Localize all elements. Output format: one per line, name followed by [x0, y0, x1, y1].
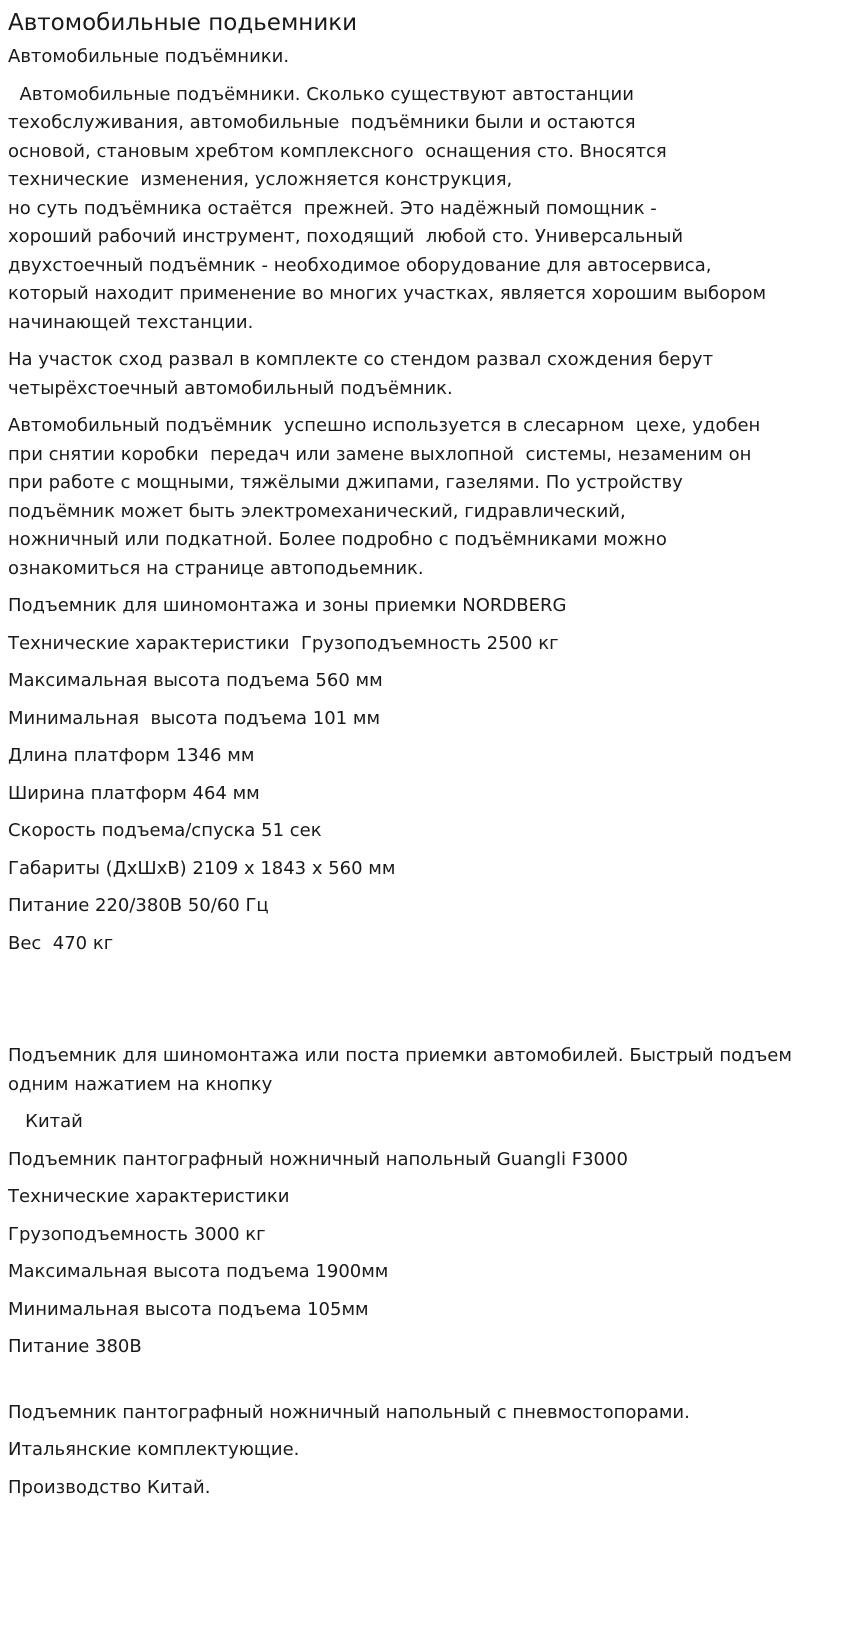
guangli-product-name: Подъемник пантографный ножничный напольный Guangli F3000 — [8, 1148, 628, 1170]
nordberg-spec-weight: Вес 470 кг — [8, 932, 114, 954]
guangli-description: Подъемник пантографный ножничный напольный с пневмостопорами. — [8, 1401, 690, 1423]
guangli-components: Итальянские комплектующие. — [8, 1439, 300, 1460]
nordberg-spec-max-height: Максимальная высота подъема 560 мм — [8, 670, 383, 691]
nordberg-spec-capacity: Технические характеристики Грузоподъемность 2500 кг — [8, 632, 559, 654]
intro-paragraph: Автомобильные подъёмники. Сколько существуют автостанции техобслуживания, автомобильные подъёмники были и остаются основой, становым хребтом комплексного оснащения сто. Вносятся технические изменения, усложняется конструкция, но суть подъёмника остаётся прежней. Это надёжный помощник - хороший рабочий инструмент, походящий любой сто. Универсальный двухстоечный подъёмник - необходимое оборудование для автосервиса, который находит применение во многих участках, является хорошим выбором начинающей техстанции. — [8, 83, 767, 333]
nordberg-spec-power: Питание 220/380В 50/60 Гц — [8, 895, 269, 916]
spacer — [8, 1371, 839, 1399]
usage-paragraph: Автомобильный подъёмник успешно используется в слесарном цехе, удобен при снятии коробки передач или замене выхлопной системы, незаменим он при работе с мощными, тяжёлыми джипами, газелями. По устройству подъёмник может быть электромеханический, гидравлический, ножничный или подкатной. Более подробно с подъёмниками можно ознакомиться на странице автоподьемник. — [8, 415, 761, 579]
page-title: Автомобильные подьемники — [8, 10, 358, 36]
guangli-origin: Производство Китай. — [8, 1476, 211, 1498]
guangli-spec-max-height: Максимальная высота подъема 1900мм — [8, 1261, 389, 1282]
guangli-spec-min-height: Минимальная высота подъема 105мм — [8, 1298, 369, 1320]
nordberg-spec-platform-length: Длина платформ 1346 мм — [8, 745, 255, 766]
guangli-spec-heading: Технические характеристики — [8, 1186, 290, 1207]
spacer — [8, 967, 839, 1042]
nordberg-spec-platform-width: Ширина платформ 464 мм — [8, 782, 260, 804]
nordberg-spec-speed: Скорость подъема/спуска 51 сек — [8, 820, 322, 841]
guangli-spec-capacity: Грузоподъемность 3000 кг — [8, 1223, 266, 1245]
nordberg-spec-dimensions: Габариты (ДхШхВ) 2109 х 1843 х 560 мм — [8, 857, 396, 879]
nordberg-description: Подъемник для шиномонтажа или поста приемки автомобилей. Быстрый подъем одним нажатием на кнопку — [8, 1045, 792, 1095]
nordberg-origin: Китай — [8, 1111, 83, 1132]
nordberg-product-name: Подъемник для шиномонтажа и зоны приемки NORDBERG — [8, 595, 567, 616]
nordberg-spec-min-height: Минимальная высота подъема 101 мм — [8, 707, 381, 729]
guangli-spec-power: Питание 380В — [8, 1336, 142, 1357]
article-subtitle: Автомобильные подъёмники. — [8, 46, 290, 67]
four-post-paragraph: На участок сход развал в комплекте со стендом развал схождения берут четырёхстоечный автомобильный подъёмник. — [8, 349, 714, 399]
